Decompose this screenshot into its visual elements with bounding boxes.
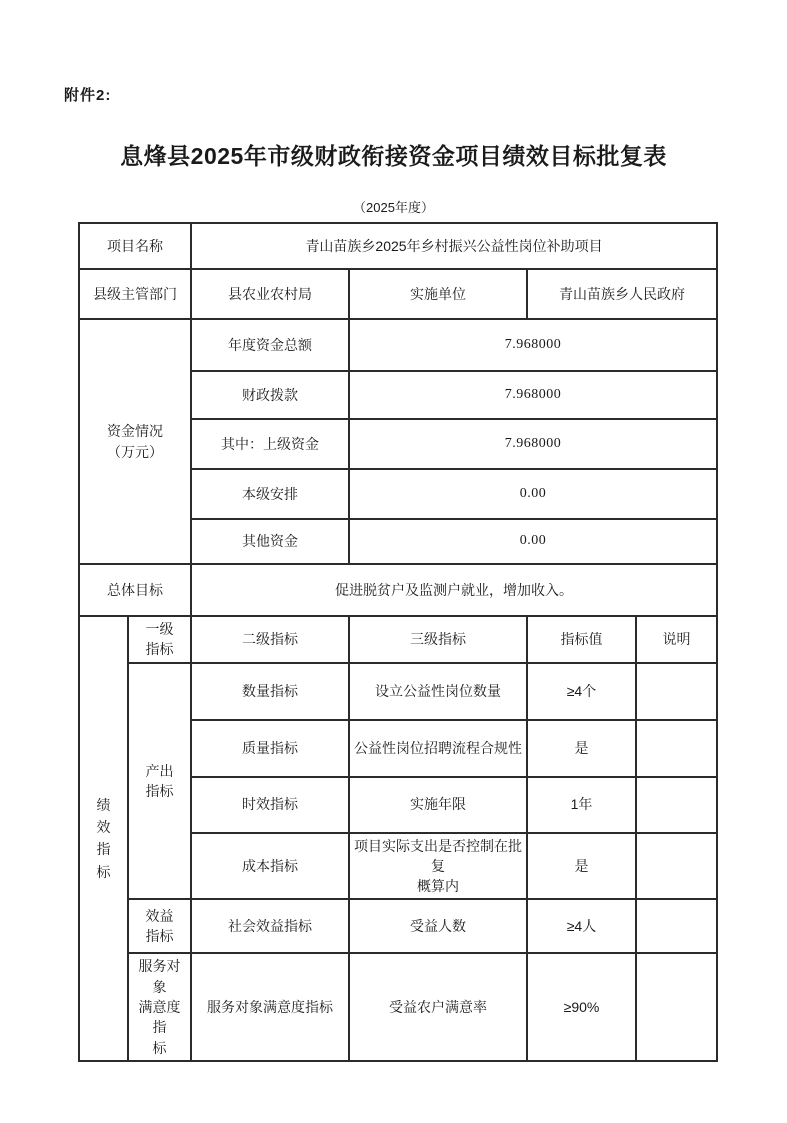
satisfaction-group-line: 服务对象	[138, 958, 181, 995]
indicator-value: ≥4人	[527, 899, 636, 953]
output-group-line: 产出	[145, 762, 174, 779]
output-group-label	[128, 663, 191, 900]
benefit-group-label	[128, 899, 191, 953]
indicator-l3: 受益人数	[349, 899, 527, 953]
indicator-l2: 数量指标	[191, 663, 349, 720]
indicator-note	[636, 953, 717, 1060]
indicator-l3: 受益农户满意率	[349, 953, 527, 1060]
indicator-value: 是	[527, 720, 636, 777]
table-row	[79, 663, 717, 720]
funding-row-label: 其中：上级资金	[191, 419, 349, 469]
indicator-value: ≥90%	[527, 953, 636, 1060]
indicator-note	[636, 777, 717, 833]
indicator-note	[636, 833, 717, 900]
header-level1-line: 指标	[145, 641, 174, 658]
indicator-l3-line: 概算内	[417, 878, 459, 895]
indicator-value: 1年	[527, 777, 636, 833]
attachment-label: 附件2:	[64, 87, 112, 104]
indicator-l3: 设立公益性岗位数量	[349, 663, 527, 720]
indicator-value: 是	[527, 833, 636, 900]
funding-label-line: 资金情况	[107, 423, 163, 440]
header-level1	[128, 616, 191, 663]
header-note: 说明	[636, 616, 717, 663]
county-dept-label: 县级主管部门	[79, 269, 191, 319]
indicator-l2: 成本指标	[191, 833, 349, 900]
table-row	[79, 319, 717, 371]
indicator-l2: 质量指标	[191, 720, 349, 777]
indicator-l2: 社会效益指标	[191, 899, 349, 953]
header-level2: 二级指标	[191, 616, 349, 663]
overall-goal-label: 总体目标	[79, 564, 191, 616]
indicator-value: ≥4个	[527, 663, 636, 720]
funding-section-label	[79, 319, 191, 564]
funding-row-value: 7.968000	[349, 319, 717, 371]
indicator-l3: 公益性岗位招聘流程合规性	[349, 720, 527, 777]
overall-goal-value: 促进脱贫户及监测户就业，增加收入。	[191, 564, 717, 616]
project-name-label: 项目名称	[79, 223, 191, 269]
project-name-value: 青山苗族乡2025年乡村振兴公益性岗位补助项目	[191, 223, 717, 269]
section-label-char: 效	[96, 819, 111, 836]
impl-unit-value: 青山苗族乡人民政府	[527, 269, 717, 319]
funding-label-line: （万元）	[107, 443, 163, 460]
indicator-note	[636, 899, 717, 953]
table-row	[79, 953, 717, 1060]
indicator-l2: 时效指标	[191, 777, 349, 833]
table-row	[79, 899, 717, 953]
indicator-l3: 实施年限	[349, 777, 527, 833]
funding-row-label: 年度资金总额	[191, 319, 349, 371]
table-row	[79, 223, 717, 269]
funding-row-value: 7.968000	[349, 371, 717, 419]
page-subtitle: （2025年度）	[353, 200, 434, 215]
funding-row-value: 0.00	[349, 519, 717, 564]
header-level1-line: 一级	[145, 621, 174, 637]
table-row	[79, 616, 717, 663]
funding-row-value: 0.00	[349, 469, 717, 519]
section-label-char: 绩	[96, 796, 111, 813]
indicator-l3	[349, 833, 527, 900]
benefit-group-line: 效益	[145, 908, 174, 925]
satisfaction-group-line: 标	[152, 1039, 167, 1056]
table-row	[79, 564, 717, 616]
funding-row-label: 财政拨款	[191, 371, 349, 419]
section-label-char: 指	[96, 841, 111, 858]
indicator-note	[636, 720, 717, 777]
indicator-l2: 服务对象满意度指标	[191, 953, 349, 1060]
benefit-group-line: 指标	[145, 928, 174, 945]
satisfaction-group-line: 满意度指	[138, 999, 181, 1036]
performance-target-table	[78, 222, 718, 1062]
county-dept-value: 县农业农村局	[191, 269, 349, 319]
output-group-line: 指标	[145, 783, 174, 800]
satisfaction-group-label	[128, 953, 191, 1060]
performance-indicator-section-label	[79, 616, 128, 1061]
header-indicator-value: 指标值	[527, 616, 636, 663]
table-row	[79, 269, 717, 319]
page-title: 息烽县2025年市级财政衔接资金项目绩效目标批复表	[120, 143, 667, 169]
indicator-note	[636, 663, 717, 720]
funding-row-label: 本级安排	[191, 469, 349, 519]
indicator-l3-line: 项目实际支出是否控制在批复	[354, 837, 522, 874]
funding-row-label: 其他资金	[191, 519, 349, 564]
header-level3: 三级指标	[349, 616, 527, 663]
impl-unit-label: 实施单位	[349, 269, 527, 319]
funding-row-value: 7.968000	[349, 419, 717, 469]
section-label-char: 标	[96, 863, 111, 880]
